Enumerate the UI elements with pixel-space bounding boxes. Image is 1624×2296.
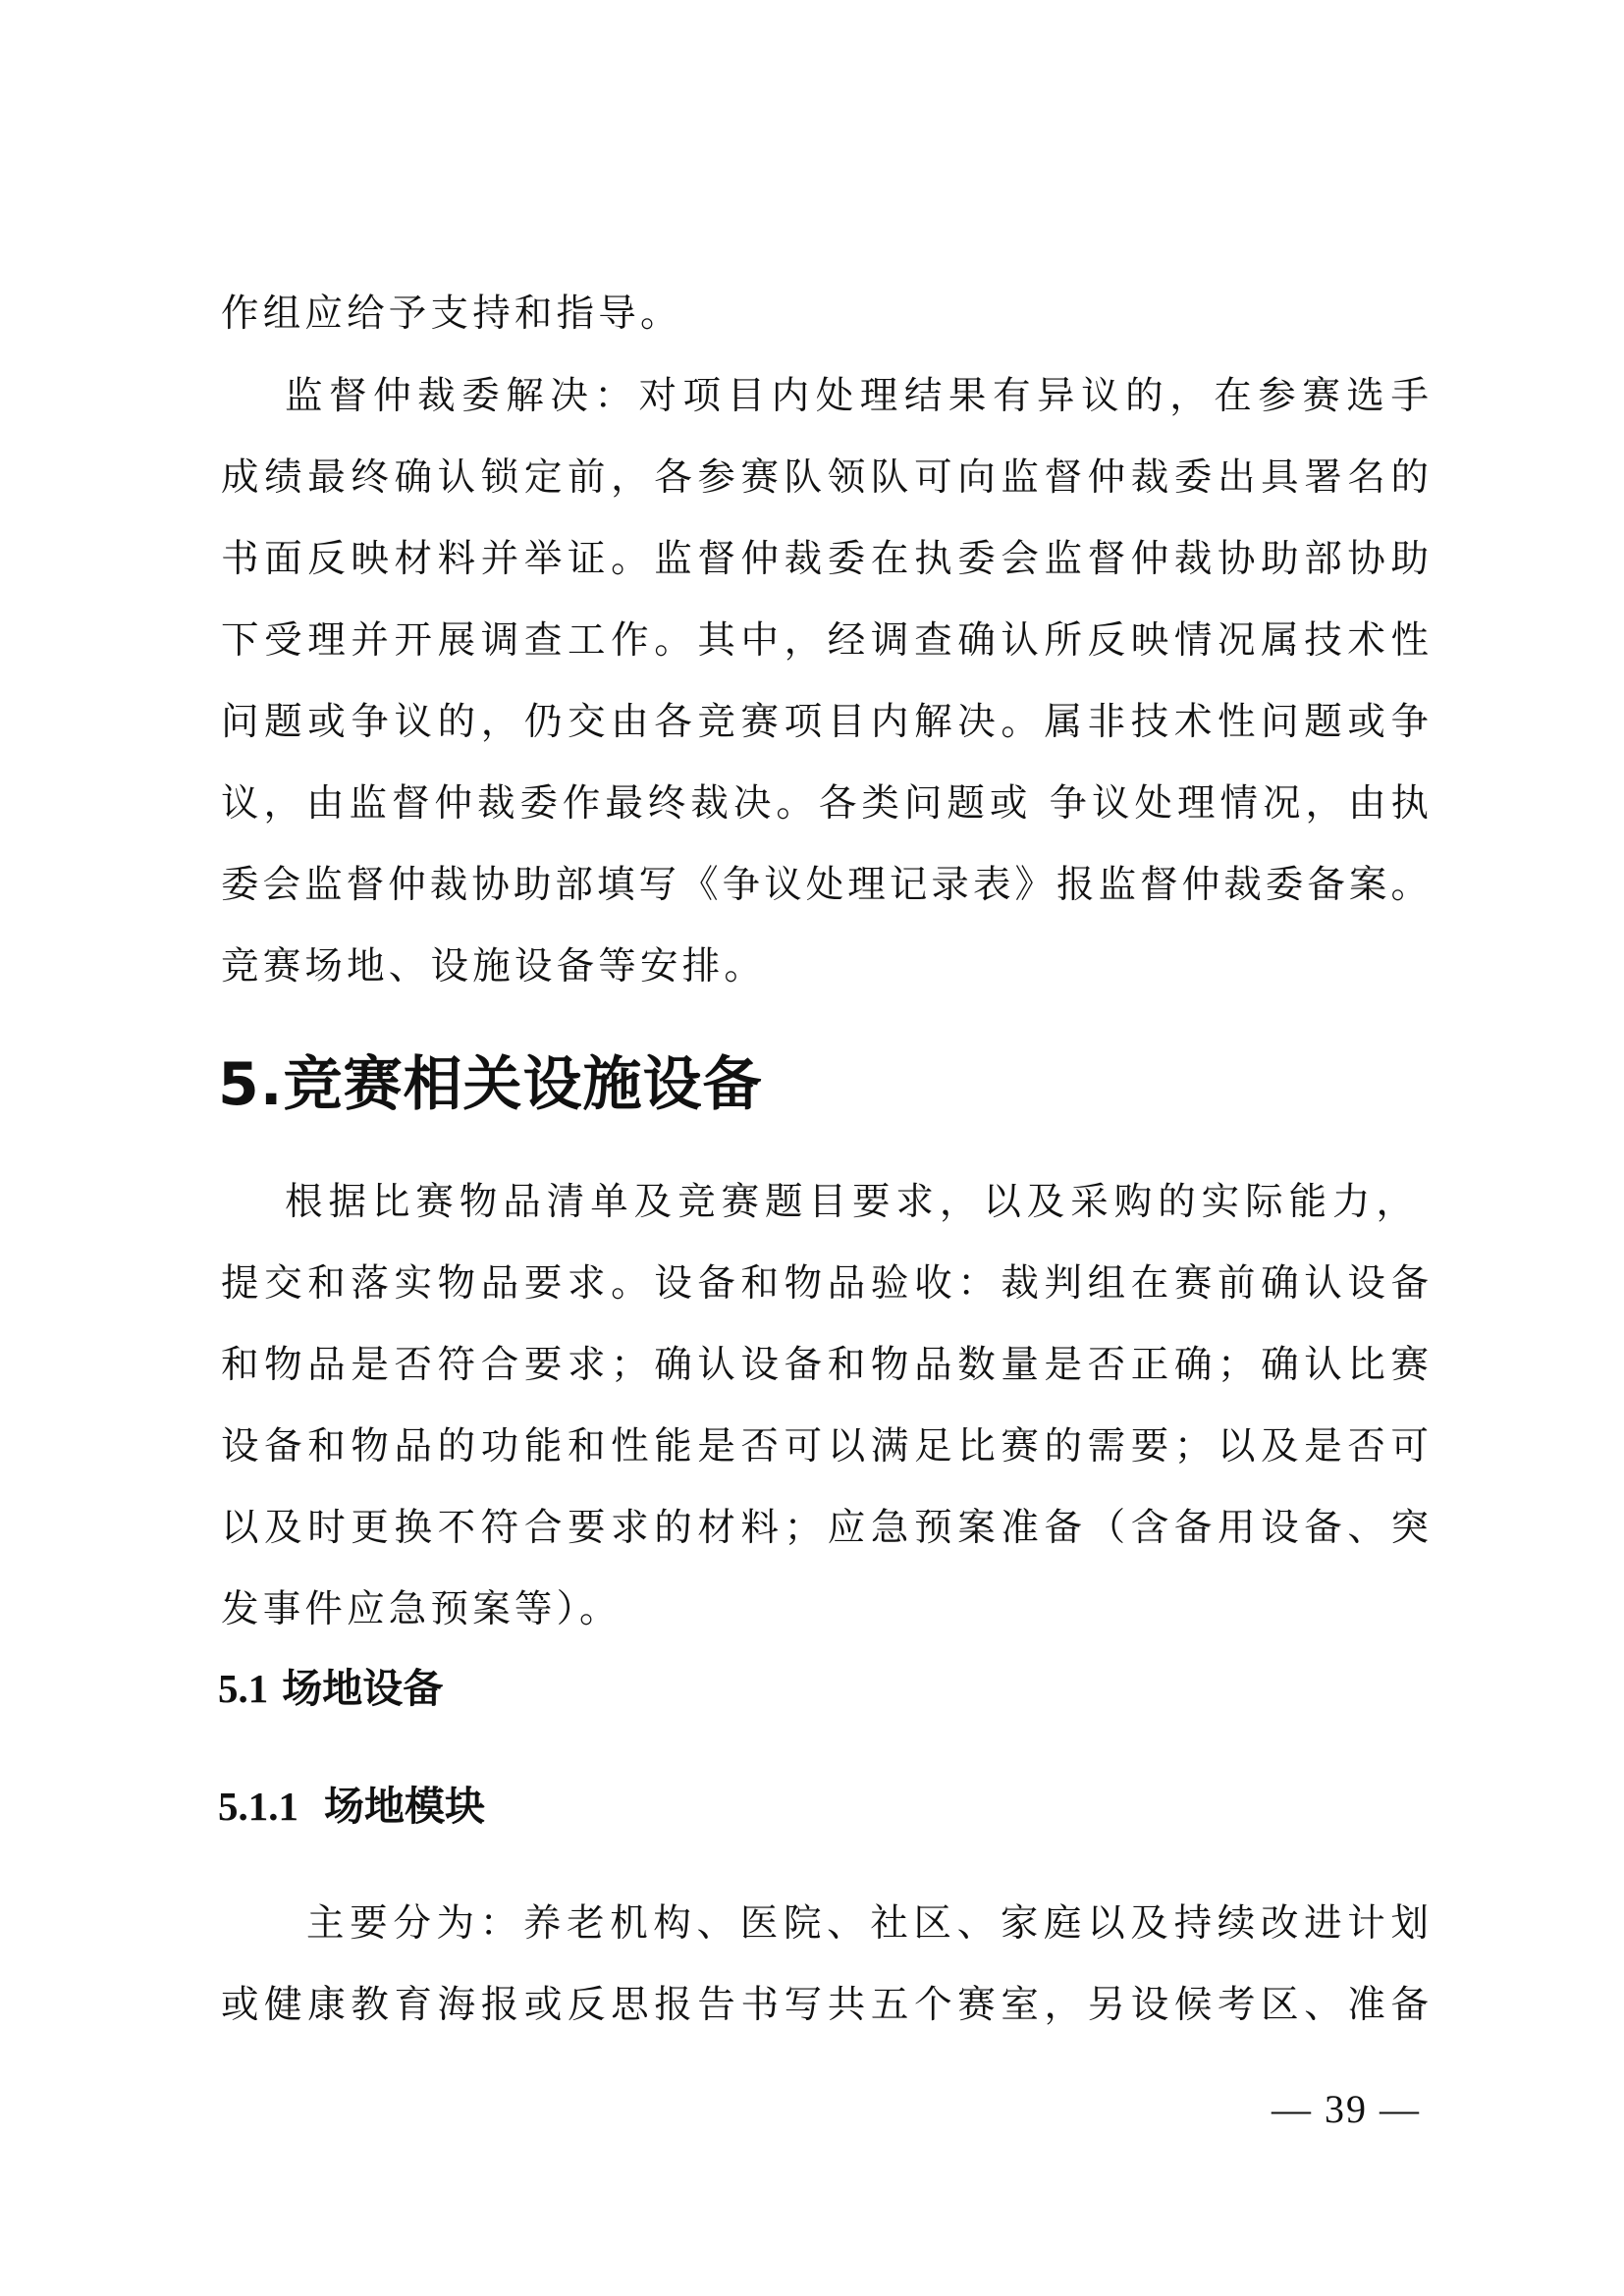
arbitration-line-8: 竞赛场地、设施设备等安排。 — [221, 944, 767, 988]
arbitration-line-5: 问题或争议的，仍交由各竞赛项目内解决。属非技术性问题或争 — [221, 700, 1429, 744]
section-5-line-2: 提交和落实物品要求。设备和物品验收：裁判组在赛前确认设备 — [221, 1261, 1429, 1306]
section-5-1-1-number: 5.1.1 — [218, 1784, 298, 1829]
section-5-1-1-line-2: 或健康教育海报或反思报告书写共五个赛室，另设候考区、准备 — [221, 1983, 1429, 2027]
section-5-heading: 5.竞赛相关设施设备 — [218, 1050, 763, 1119]
section-5-line-5: 以及时更换不符合要求的材料；应急预案准备（含备用设备、突 — [221, 1506, 1429, 1550]
section-5-line-3: 和物品是否符合要求；确认设备和物品数量是否正确；确认比赛 — [221, 1343, 1429, 1387]
paragraph-continued-line-1: 作组应给予支持和指导。 — [221, 292, 682, 336]
section-5-1-number: 5.1 — [218, 1666, 269, 1711]
section-5-1-heading — [218, 1664, 443, 1713]
arbitration-line-7: 委会监督仲裁协助部填写《争议处理记录表》报监督仲裁委备案。 — [221, 863, 1429, 907]
section-5-1-title: 场地设备 — [282, 1665, 444, 1712]
section-5-1-1-heading — [218, 1782, 485, 1831]
section-5-line-4: 设备和物品的功能和性能是否可以满足比赛的需要；以及是否可 — [221, 1424, 1429, 1468]
arbitration-line-6: 议，由监督仲裁委作最终裁决。各类问题或 争议处理情况，由执 — [221, 781, 1429, 826]
section-5-line-1: 根据比赛物品清单及竞赛题目要求，以及采购的实际能力， — [285, 1180, 1414, 1224]
arbitration-line-4: 下受理并开展调查工作。其中，经调查确认所反映情况属技术性 — [221, 618, 1429, 663]
section-5-1-1-title: 场地模块 — [324, 1783, 485, 1830]
section-5-1-1-line-1: 主要分为：养老机构、医院、社区、家庭以及持续改进计划 — [306, 1901, 1429, 1946]
arbitration-line-2: 成绩最终确认锁定前，各参赛队领队可向监督仲裁委出具署名的 — [221, 455, 1429, 500]
page-number: — 39 — — [1272, 2087, 1421, 2131]
arbitration-line-1: 监督仲裁委解决：对项目内处理结果有异议的，在参赛选手 — [285, 374, 1429, 418]
section-5-line-6: 发事件应急预案等）。 — [221, 1587, 622, 1631]
arbitration-line-3: 书面反映材料并举证。监督仲裁委在执委会监督仲裁协助部协助 — [221, 537, 1429, 581]
